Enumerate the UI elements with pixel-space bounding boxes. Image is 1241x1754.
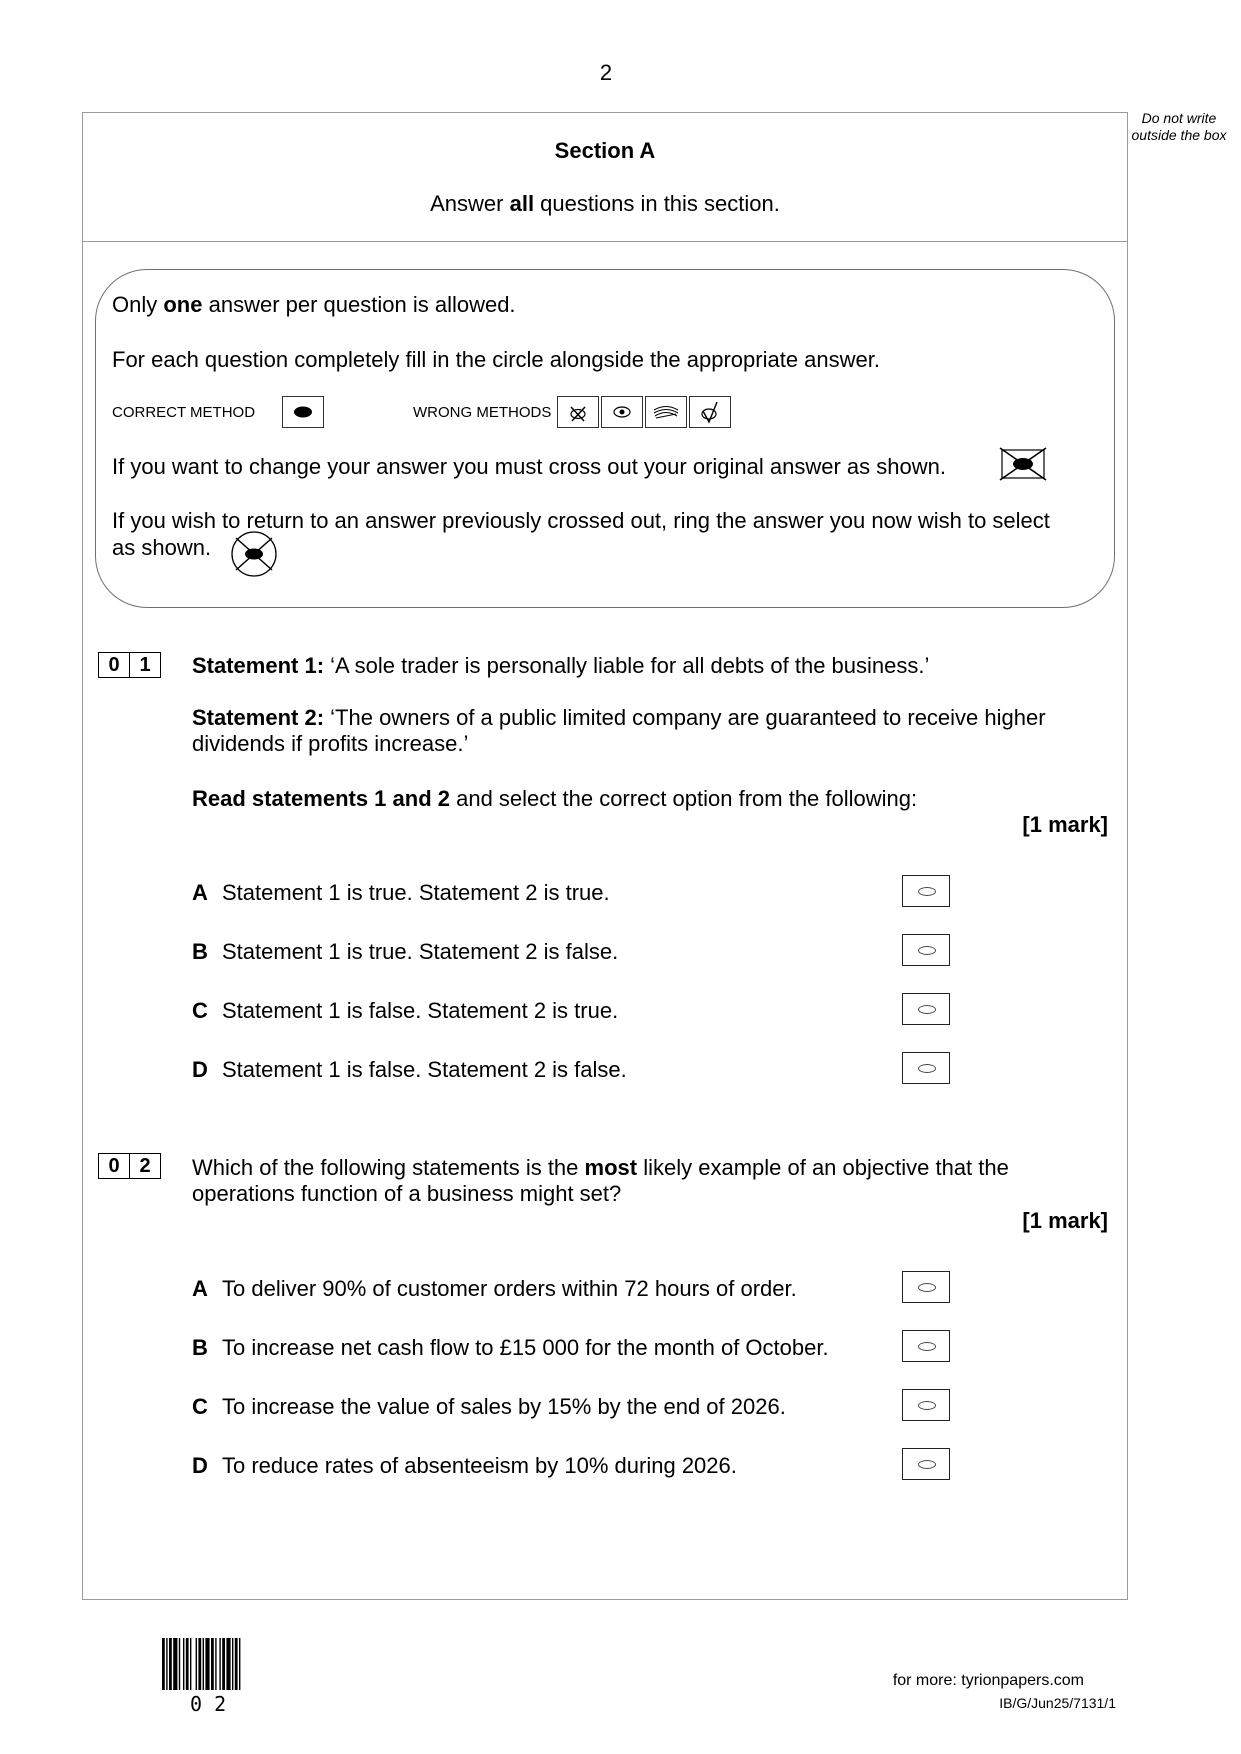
footer-code: IB/G/Jun25/7131/1 <box>999 1695 1116 1711</box>
instruction-one-answer: Only one answer per question is allowed. <box>112 292 516 317</box>
q1-answer-c[interactable] <box>902 993 950 1025</box>
footer-more: for more: tyrionpapers.com <box>892 1672 1084 1689</box>
barcode-icon <box>162 1638 278 1694</box>
ticked-oval-icon <box>690 397 730 427</box>
correct-method-example <box>282 396 324 428</box>
q1-answer-b[interactable] <box>902 934 950 966</box>
q2-question-cont: operations function of a business might set? <box>192 1181 622 1206</box>
q1-marks: [1 mark] <box>1022 812 1108 837</box>
wrong-methods-label: WRONG METHODS <box>413 404 552 421</box>
wrong-method-dot <box>601 396 643 428</box>
q1-answer-d[interactable] <box>902 1052 950 1084</box>
correct-method-label: CORRECT METHOD <box>112 404 256 421</box>
q2-marks: [1 mark] <box>1022 1208 1108 1233</box>
scribbled-oval-icon <box>646 397 686 427</box>
q1-instruction: Read statements 1 and 2 and select the correct option from the following: <box>192 786 918 811</box>
instruction-fill-circle: For each question completely fill in the circle alongside the appropriate answer. <box>112 347 880 372</box>
q1-option-d: D Statement 1 is false. Statement 2 is false. <box>192 1057 627 1082</box>
crossed-oval-icon <box>558 397 598 427</box>
crossed-out-example-icon <box>998 446 1048 482</box>
wrong-method-cross <box>557 396 599 428</box>
instruction-return-answer-cont: as shown. <box>112 535 212 560</box>
instruction-change-answer: If you want to change your answer you must cross out your original answer as shown. <box>112 454 946 479</box>
ringed-answer-example-icon <box>226 530 282 578</box>
question-number-01: 0 1 <box>98 652 161 678</box>
margin-note: Do not write outside the box <box>1131 110 1227 143</box>
section-subtitle: Answer all questions in this section. <box>430 191 780 216</box>
page-number: 2 <box>599 60 613 85</box>
instruction-return-answer: If you wish to return to an answer previously crossed out, ring the answer you now wish to select <box>112 508 1050 533</box>
q1-statement-2: Statement 2: ‘The owners of a public limited company are guaranteed to receive higher <box>192 705 1046 730</box>
q2-answer-a[interactable] <box>902 1271 950 1303</box>
wrong-method-tick <box>689 396 731 428</box>
q1-answer-a[interactable] <box>902 875 950 907</box>
q1-option-c: C Statement 1 is false. Statement 2 is true. <box>192 998 619 1023</box>
q2-question: Which of the following statements is the most likely example of an objective that the <box>192 1155 1009 1180</box>
section-divider <box>82 241 1128 242</box>
q2-answer-c[interactable] <box>902 1389 950 1421</box>
section-title: Section A <box>554 138 656 163</box>
q2-option-c: C To increase the value of sales by 15% by the end of 2026. <box>192 1394 786 1419</box>
q2-option-d: D To reduce rates of absenteeism by 10% during 2026. <box>192 1453 737 1478</box>
barcode-number: 0 2 <box>190 1692 227 1716</box>
q1-option-a: A Statement 1 is true. Statement 2 is true. <box>192 880 610 905</box>
dotted-oval-icon <box>602 397 642 427</box>
q1-option-b: B Statement 1 is true. Statement 2 is false. <box>192 939 619 964</box>
q2-option-a: A To deliver 90% of customer orders within 72 hours of order. <box>192 1276 797 1301</box>
wrong-method-scribble <box>645 396 687 428</box>
q1-statement-1: Statement 1: ‘A sole trader is personally liable for all debts of the business.’ <box>192 653 930 678</box>
q2-option-b: B To increase net cash flow to £15 000 for the month of October. <box>192 1335 829 1360</box>
q1-statement-2-cont: dividends if profits increase.’ <box>192 731 469 756</box>
q2-answer-d[interactable] <box>902 1448 950 1480</box>
question-number-02: 0 2 <box>98 1153 161 1179</box>
filled-oval-icon <box>283 397 323 427</box>
q2-answer-b[interactable] <box>902 1330 950 1362</box>
